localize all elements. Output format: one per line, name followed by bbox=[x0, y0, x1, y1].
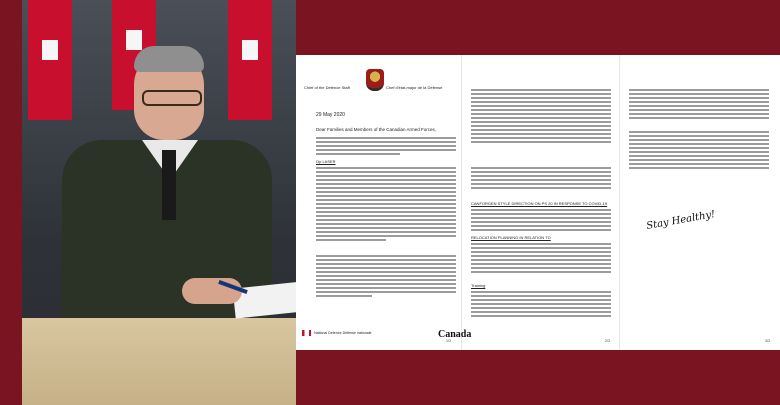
hands bbox=[182, 278, 242, 304]
paragraph-block bbox=[629, 131, 769, 171]
glasses bbox=[142, 90, 202, 106]
letter-date: 29 May 2020 bbox=[316, 112, 345, 118]
letter-footer bbox=[302, 330, 372, 336]
paragraph-block bbox=[316, 137, 456, 157]
paragraph-block bbox=[471, 291, 611, 319]
paragraph-block bbox=[471, 89, 611, 145]
officer-hair bbox=[134, 46, 204, 72]
tie bbox=[162, 150, 176, 220]
section-heading: Training bbox=[471, 283, 486, 288]
paragraph-block bbox=[316, 167, 456, 243]
footer-fr: Défense nationale bbox=[342, 330, 372, 335]
header-en: Chief of the Defence Staff bbox=[304, 85, 350, 90]
section-heading: Op LASER bbox=[316, 159, 336, 164]
section-heading: RELOCATION PLANNING IN RELATION TO bbox=[471, 235, 551, 240]
paragraph-block bbox=[471, 209, 611, 233]
paragraph-block bbox=[471, 243, 611, 275]
page-number: 3/3 bbox=[765, 339, 770, 343]
letter-header bbox=[304, 85, 460, 111]
footer-en: National Defence bbox=[314, 330, 342, 335]
header-fr: Chef d'état-major de la Défense bbox=[386, 85, 443, 90]
flag-icon bbox=[302, 330, 311, 336]
press-photo bbox=[22, 0, 296, 405]
letter-page-3 bbox=[619, 55, 780, 350]
letter-document bbox=[296, 55, 780, 350]
section-heading: CANFORGEN STYLE DIRECTION ON PS 20 IN RESPONSE TO COVID-19 bbox=[471, 201, 608, 206]
paragraph-block bbox=[316, 255, 456, 299]
desk bbox=[22, 318, 296, 405]
letter-page-2 bbox=[461, 55, 620, 350]
paper-on-desk bbox=[233, 281, 296, 318]
letter-page-1 bbox=[296, 55, 472, 350]
canada-wordmark: Canada bbox=[438, 329, 472, 340]
signature: Stay Healthy! bbox=[645, 209, 717, 232]
paragraph-block bbox=[471, 167, 611, 191]
flag-decoration bbox=[228, 0, 272, 120]
page-number: 2/3 bbox=[605, 339, 610, 343]
page-number: 1/3 bbox=[446, 339, 451, 343]
flag-decoration bbox=[28, 0, 72, 120]
paragraph-block bbox=[629, 89, 769, 121]
letter-salutation: Dear Families and Members of the Canadian Armed Forces, bbox=[316, 127, 437, 132]
